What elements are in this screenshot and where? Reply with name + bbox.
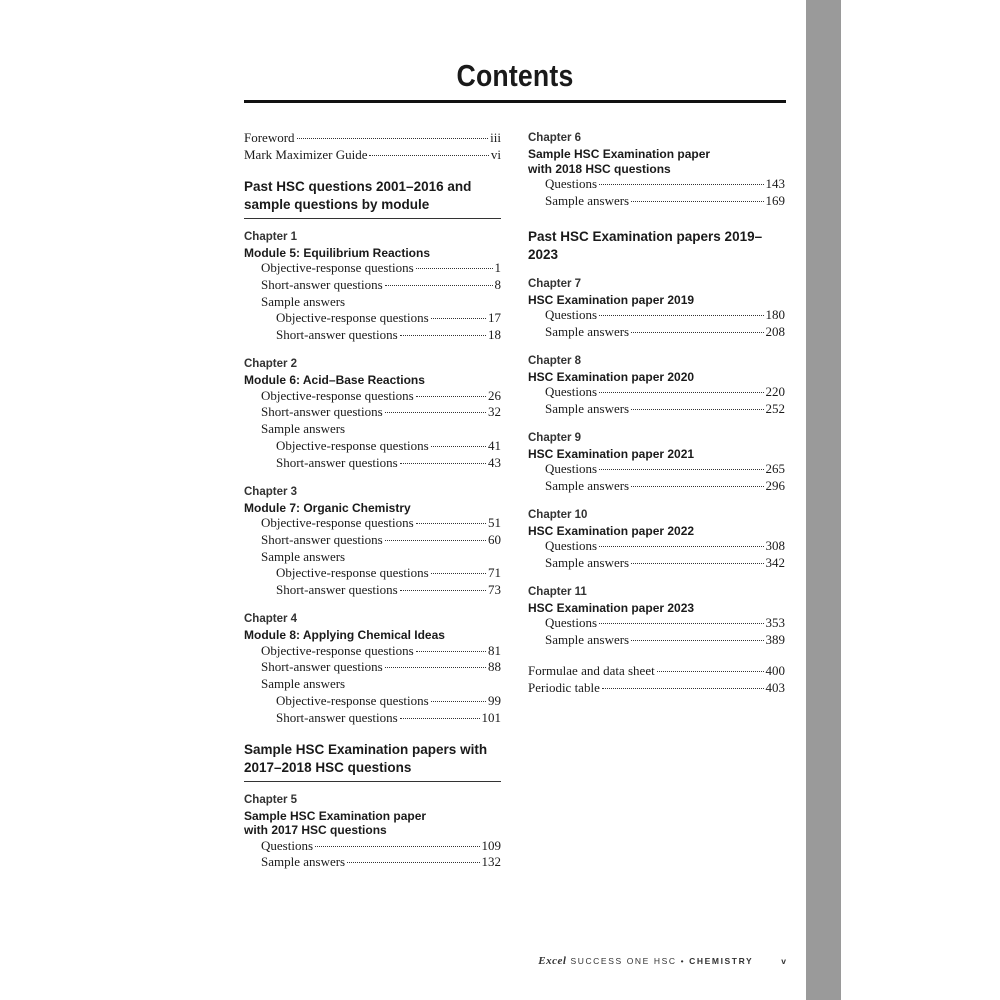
chapter-title[interactable]: Module 7: Organic Chemistry	[244, 500, 411, 515]
chapter-number: Chapter 5	[244, 793, 298, 806]
section-heading-past-papers: Past HSC Examination papers 2019–2023	[528, 228, 763, 262]
chapter-title[interactable]: Module 5: Equilibrium Reactions	[244, 245, 431, 260]
chapter-8	[528, 353, 785, 418]
page-footer	[538, 955, 786, 967]
toc-entry[interactable]: Objective-response questions 71	[276, 565, 501, 581]
chapter-5	[244, 792, 501, 872]
title-rule	[244, 100, 786, 103]
toc-entry[interactable]: Sample answers 132	[261, 854, 501, 870]
chapter-3	[244, 484, 501, 599]
toc-entry[interactable]: Sample answers 208	[545, 323, 785, 339]
chapter-title-line2[interactable]: with 2017 HSC questions	[244, 823, 387, 838]
chapter-title[interactable]: HSC Examination paper 2020	[528, 369, 695, 384]
toc-entry[interactable]: Objective-response questions 26	[261, 387, 501, 403]
chapter-title[interactable]: Module 6: Acid–Base Reactions	[244, 373, 425, 388]
toc-entry[interactable]: Questions 109	[261, 837, 501, 853]
chapter-4	[244, 611, 501, 726]
sample-answers-label: Sample answers	[261, 421, 346, 437]
toc-entry[interactable]: Short-answer questions 101	[276, 709, 501, 725]
chapter-1	[244, 229, 501, 344]
footer-subject: CHEMISTRY	[689, 956, 754, 966]
chapter-number: Chapter 10	[528, 508, 588, 521]
toc-entry[interactable]: Sample answers 169	[545, 192, 785, 208]
page-title: Contents	[456, 58, 574, 93]
toc-entry[interactable]: Questions 308	[545, 538, 785, 554]
chapter-title[interactable]: HSC Examination paper 2023	[528, 600, 695, 615]
chapter-7	[528, 276, 785, 341]
page-edge-bar	[806, 0, 841, 1000]
toc-entry-mark-maximizer[interactable]: Mark Maximizer Guide vi	[244, 146, 501, 162]
toc-entry[interactable]: Short-answer questions 73	[276, 582, 501, 598]
toc-entry[interactable]: Short-answer questions 43	[276, 454, 501, 470]
toc-entry[interactable]: Objective-response questions 99	[276, 692, 501, 708]
chapter-title[interactable]: Sample HSC Examination paper	[244, 808, 427, 823]
chapter-2	[244, 356, 501, 471]
chapter-number: Chapter 7	[528, 277, 582, 290]
chapter-number: Chapter 6	[528, 132, 582, 144]
toc-entry[interactable]: Sample answers 342	[545, 555, 785, 571]
toc-entry[interactable]: Objective-response questions 51	[261, 515, 501, 531]
sample-answers-label: Sample answers	[261, 293, 346, 309]
sample-answers-label: Sample answers	[261, 548, 346, 564]
toc-entry-foreword[interactable]: Foreword iii	[244, 130, 501, 145]
chapter-title-line2[interactable]: with 2018 HSC questions	[528, 161, 671, 176]
sample-answers-label: Sample answers	[261, 676, 346, 692]
toc-entry[interactable]: Short-answer questions 8	[261, 276, 501, 292]
toc-entry[interactable]: Questions 265	[545, 461, 785, 477]
footer-separator: •	[680, 956, 686, 966]
chapter-9	[528, 430, 785, 495]
toc-entry[interactable]: Objective-response questions 1	[261, 260, 501, 276]
back-matter	[528, 663, 785, 697]
front-matter	[244, 130, 501, 164]
footer-brand: Excel	[538, 955, 567, 967]
section-heading-past-hsc: Past HSC questions 2001–2016 and sample questions by module	[244, 178, 501, 219]
chapter-number: Chapter 11	[528, 585, 587, 598]
toc-entry[interactable]: Questions 220	[545, 384, 785, 400]
chapter-number: Chapter 1	[244, 230, 298, 243]
chapter-title[interactable]: HSC Examination paper 2019	[528, 292, 695, 307]
toc-entry-periodic-table[interactable]: Periodic table 403	[528, 679, 785, 695]
chapter-number: Chapter 9	[528, 431, 582, 444]
toc-entry[interactable]: Questions 353	[545, 615, 785, 631]
footer-series: SUCCESS ONE HSC	[570, 956, 677, 966]
chapter-11	[528, 584, 785, 649]
toc-entry[interactable]: Short-answer questions 60	[261, 531, 501, 547]
footer-page-number: v	[781, 956, 786, 966]
toc-entry[interactable]: Short-answer questions 18	[276, 327, 501, 343]
toc-entry[interactable]: Objective-response questions 17	[276, 310, 501, 326]
toc-entry[interactable]: Questions 180	[545, 307, 785, 323]
toc-entry[interactable]: Sample answers 252	[545, 400, 785, 416]
chapter-number: Chapter 4	[244, 613, 298, 626]
toc-entry[interactable]: Questions 143	[545, 176, 785, 191]
toc-entry-formulae[interactable]: Formulae and data sheet 400	[528, 663, 785, 679]
toc-entry[interactable]: Objective-response questions 41	[276, 437, 501, 453]
chapter-title[interactable]: Sample HSC Examination paper	[528, 147, 711, 161]
toc-entry[interactable]: Sample answers 296	[545, 478, 785, 494]
section-heading-sample-papers: Sample HSC Examination papers with 2017–2018 HSC questions	[244, 741, 501, 782]
toc-entry[interactable]: Sample answers 389	[545, 632, 785, 648]
chapter-6	[528, 130, 785, 210]
chapter-title[interactable]: Module 8: Applying Chemical Ideas	[244, 628, 445, 643]
chapter-title[interactable]: HSC Examination paper 2021	[528, 446, 695, 461]
toc-entry[interactable]: Objective-response questions 81	[261, 642, 501, 658]
contents-right-column	[528, 130, 785, 697]
chapter-10	[528, 507, 785, 572]
toc-entry[interactable]: Short-answer questions 88	[261, 659, 501, 675]
contents-left-column	[244, 130, 501, 883]
chapter-title[interactable]: HSC Examination paper 2022	[528, 523, 695, 538]
chapter-number: Chapter 2	[244, 358, 298, 371]
toc-entry[interactable]: Short-answer questions 32	[261, 404, 501, 420]
chapter-number: Chapter 8	[528, 354, 582, 367]
chapter-number: Chapter 3	[244, 485, 298, 498]
